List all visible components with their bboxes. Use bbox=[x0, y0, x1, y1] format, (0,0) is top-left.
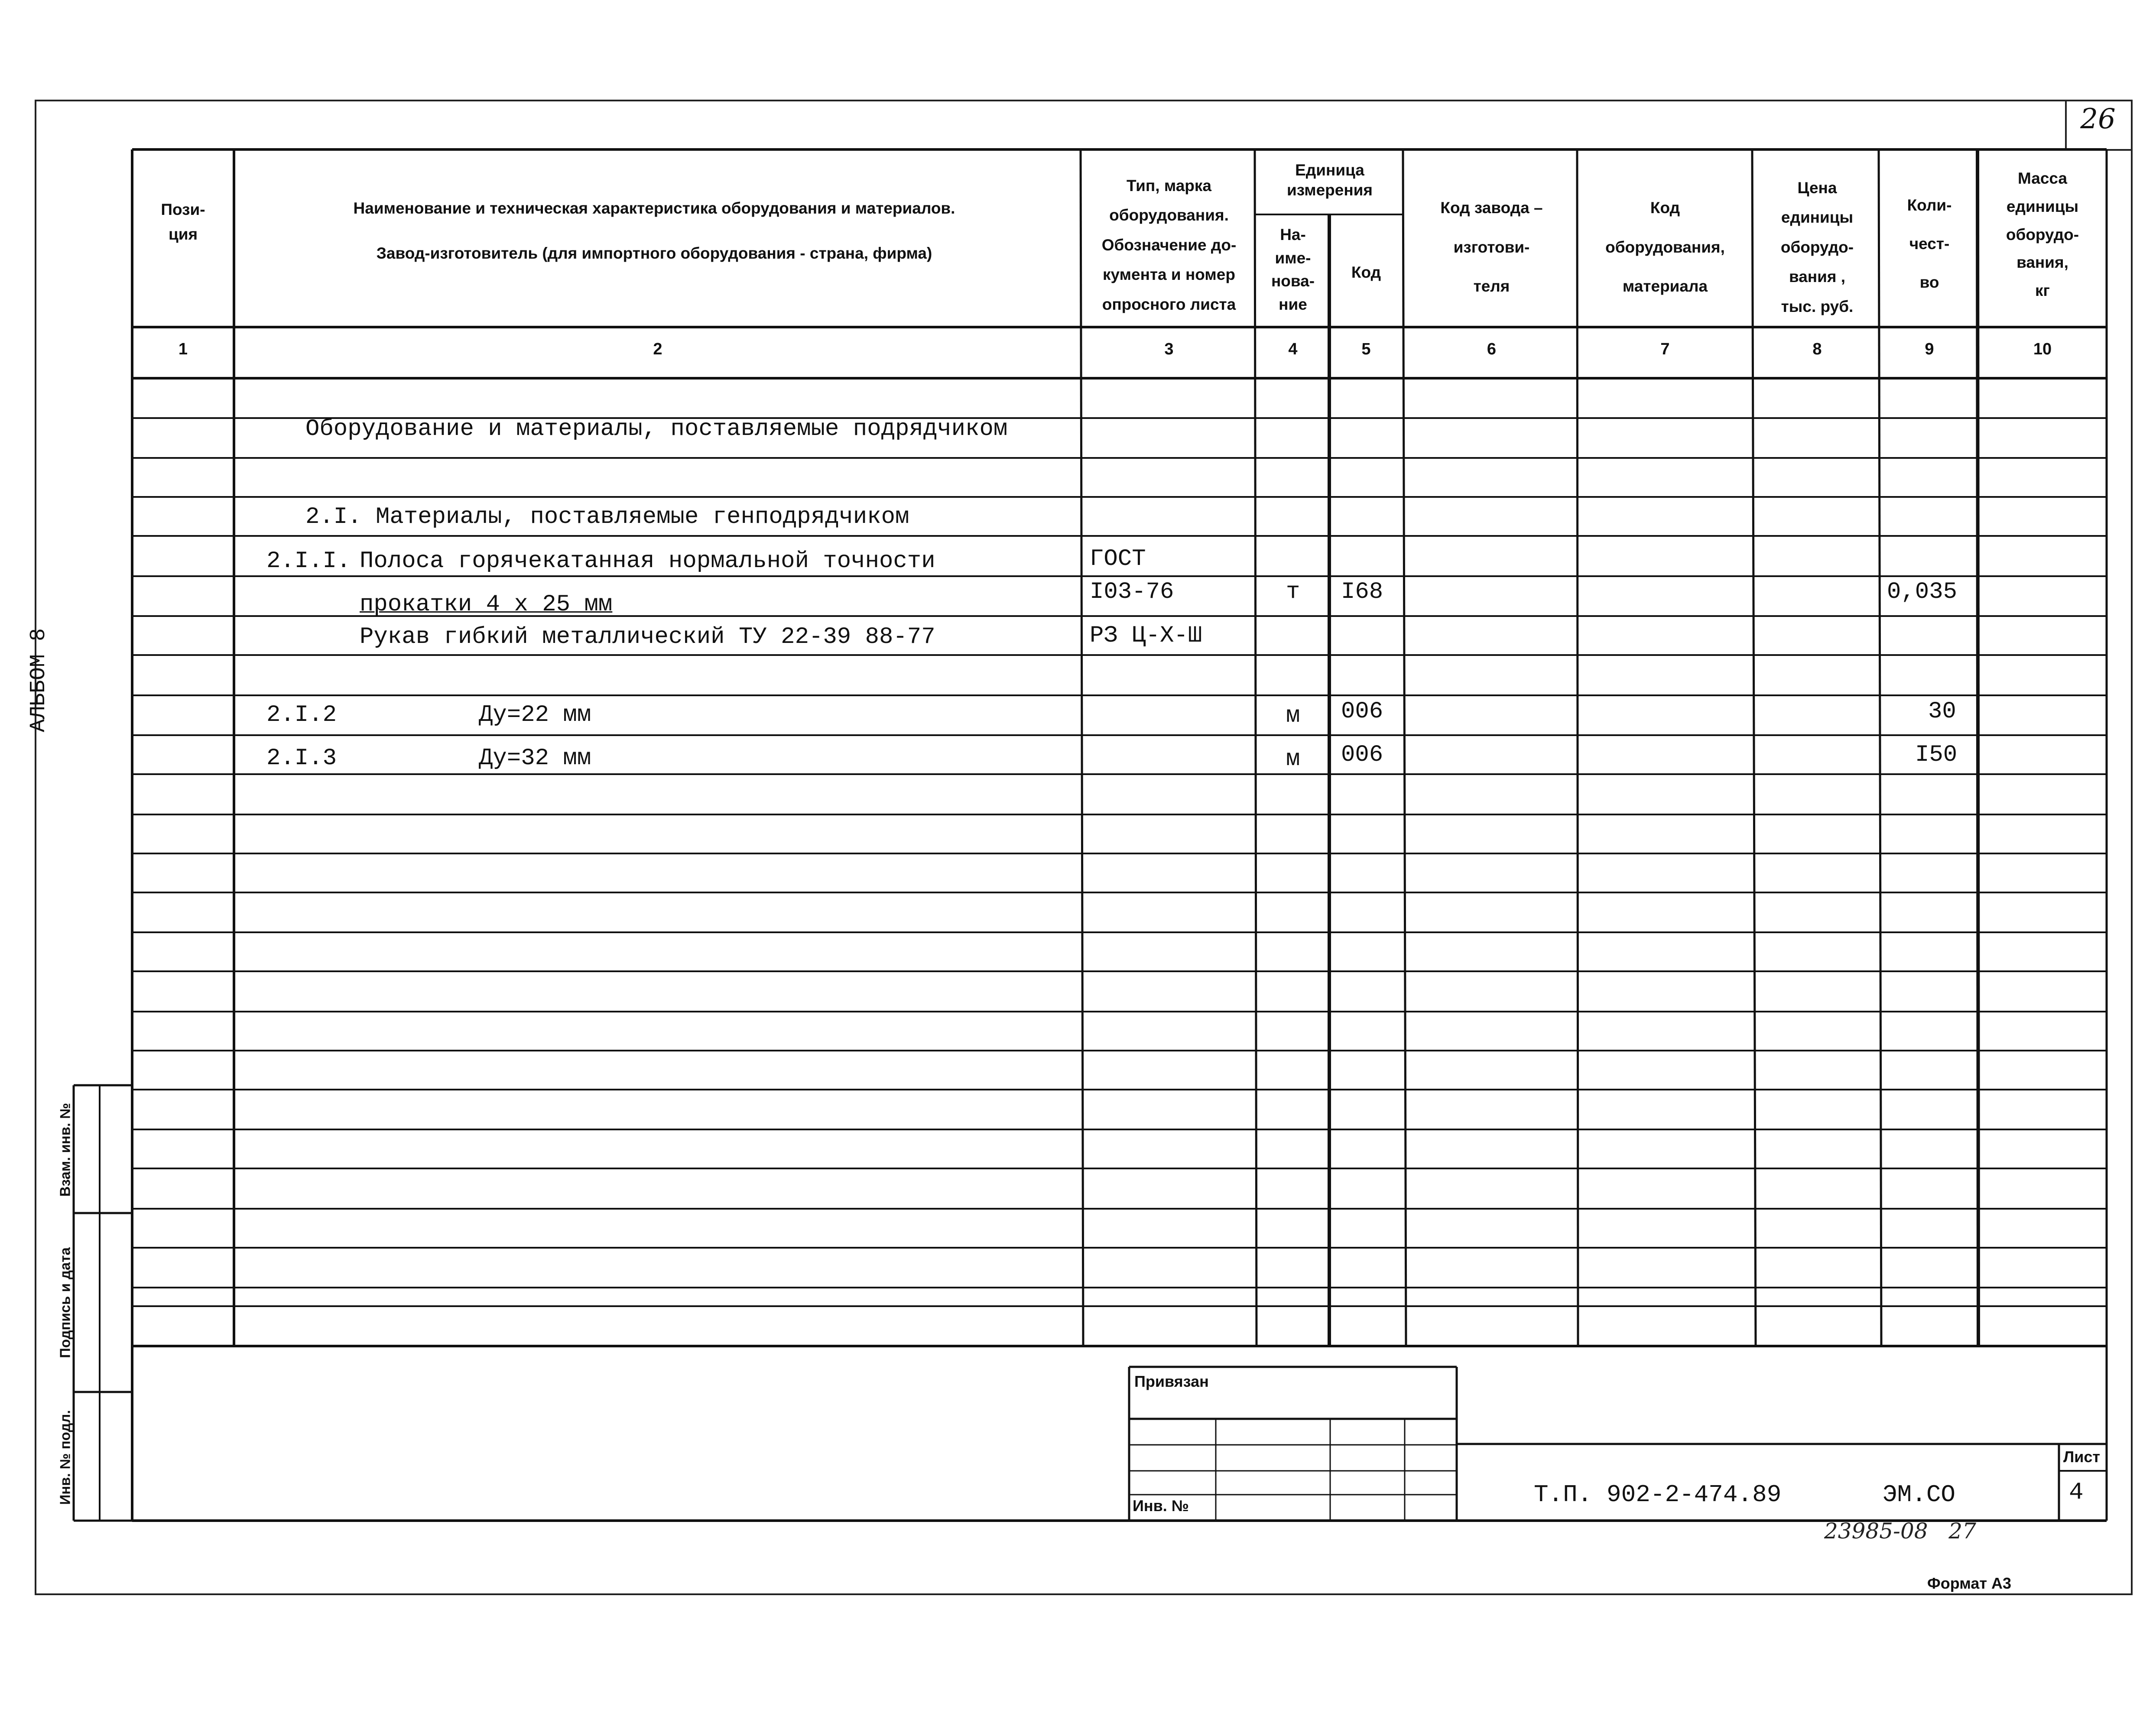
col-number-4: 4 bbox=[1288, 340, 1298, 358]
item2-quantity: 30 bbox=[1928, 698, 1956, 725]
stamp-privyazan: Привязан bbox=[1134, 1372, 1209, 1390]
item1-unit: т bbox=[1286, 579, 1300, 605]
item3-name: Ду=32 мм bbox=[479, 745, 591, 772]
header-unit-code: Код bbox=[1351, 263, 1381, 281]
item3-unit: м bbox=[1286, 746, 1300, 772]
sheet-label: Лист bbox=[2063, 1448, 2101, 1466]
item2-name: Ду=22 мм bbox=[479, 702, 591, 728]
stamp-inv-no: Инв. № bbox=[1133, 1497, 1189, 1515]
handwritten-note: 23985-08 27 bbox=[1824, 1518, 1976, 1544]
format-label: Формат А3 bbox=[1927, 1574, 2012, 1592]
side-stamp-signature: Подпись и дата bbox=[57, 1247, 73, 1358]
sheet-corner-number: 26 bbox=[2080, 103, 2116, 135]
col-number-6: 6 bbox=[1487, 340, 1497, 358]
col-number-3: 3 bbox=[1164, 340, 1174, 358]
col-number-10: 10 bbox=[2033, 340, 2052, 358]
header-quantity: Коли- чест- во bbox=[1907, 196, 1952, 291]
section-title: Оборудование и материалы, поставляемые подрядчиком bbox=[305, 416, 1008, 442]
header-mass: Масса единицы оборудо- вания, кг bbox=[2006, 169, 2079, 299]
header-price: Цена единицы оборудо- вания , тыс. руб. bbox=[1780, 179, 1854, 315]
side-album-label: АЛЬБОМ 8 bbox=[26, 628, 51, 733]
col-number-9: 9 bbox=[1925, 340, 1934, 358]
item3-quantity: I50 bbox=[1915, 742, 1958, 768]
item2-code: 006 bbox=[1341, 698, 1383, 725]
col-number-7: 7 bbox=[1660, 340, 1670, 358]
item3-code: 006 bbox=[1341, 742, 1383, 768]
subsection-title: 2.I. Материалы, поставляемые генподрядчиком bbox=[305, 504, 909, 530]
item1-doc-line1: ГОСТ bbox=[1090, 546, 1146, 572]
item1-name-line2: прокатки 4 х 25 мм bbox=[360, 591, 613, 618]
header-name-line2: Завод-изготовитель (для импортного оборудования - страна, фирма) bbox=[376, 244, 932, 262]
item1-doc-line2: I03-76 bbox=[1090, 579, 1174, 605]
doc-code: Т.П. 902-2-474.89 bbox=[1534, 1481, 1782, 1509]
side-stamp-inventory: Инв. № подл. bbox=[57, 1410, 73, 1505]
hose-name: Рукав гибкий металлический ТУ 22-39 88-77 bbox=[360, 624, 935, 650]
hose-doc: РЗ Ц-Х-Ш bbox=[1090, 623, 1202, 649]
item3-position: 2.I.3 bbox=[266, 745, 337, 772]
header-type: Тип, марка оборудования. Обозначение до- кумента и номер опросного листа bbox=[1101, 177, 1237, 313]
col-number-1: 1 bbox=[178, 340, 188, 358]
col-number-5: 5 bbox=[1361, 340, 1371, 358]
item1-code: I68 bbox=[1341, 579, 1383, 605]
doc-mark: ЭМ.СО bbox=[1883, 1481, 1956, 1509]
col-number-2: 2 bbox=[653, 340, 662, 358]
item2-unit: м bbox=[1286, 703, 1300, 729]
item1-name-line1: Полоса горячекатанная нормальной точности bbox=[360, 548, 935, 574]
header-name-line1: Наименование и техническая характеристика оборудования и материалов. bbox=[353, 199, 955, 217]
col-number-8: 8 bbox=[1812, 340, 1822, 358]
header-factory-code: Код завода – изготови- теля bbox=[1440, 199, 1543, 295]
sheet-number: 4 bbox=[2069, 1478, 2084, 1506]
header-equipment-code: Код оборудования, материала bbox=[1605, 199, 1725, 295]
header-unit-name: На- име- нова- ние bbox=[1271, 226, 1315, 313]
side-stamp-replacement: Взам. инв. № bbox=[57, 1103, 73, 1197]
item1-quantity: 0,035 bbox=[1887, 579, 1958, 605]
item2-position: 2.I.2 bbox=[266, 702, 337, 728]
item1-position: 2.I.I. bbox=[266, 548, 351, 574]
header-unit-group: Единица измерения bbox=[1286, 161, 1373, 199]
header-position: Пози- ция bbox=[161, 201, 205, 243]
